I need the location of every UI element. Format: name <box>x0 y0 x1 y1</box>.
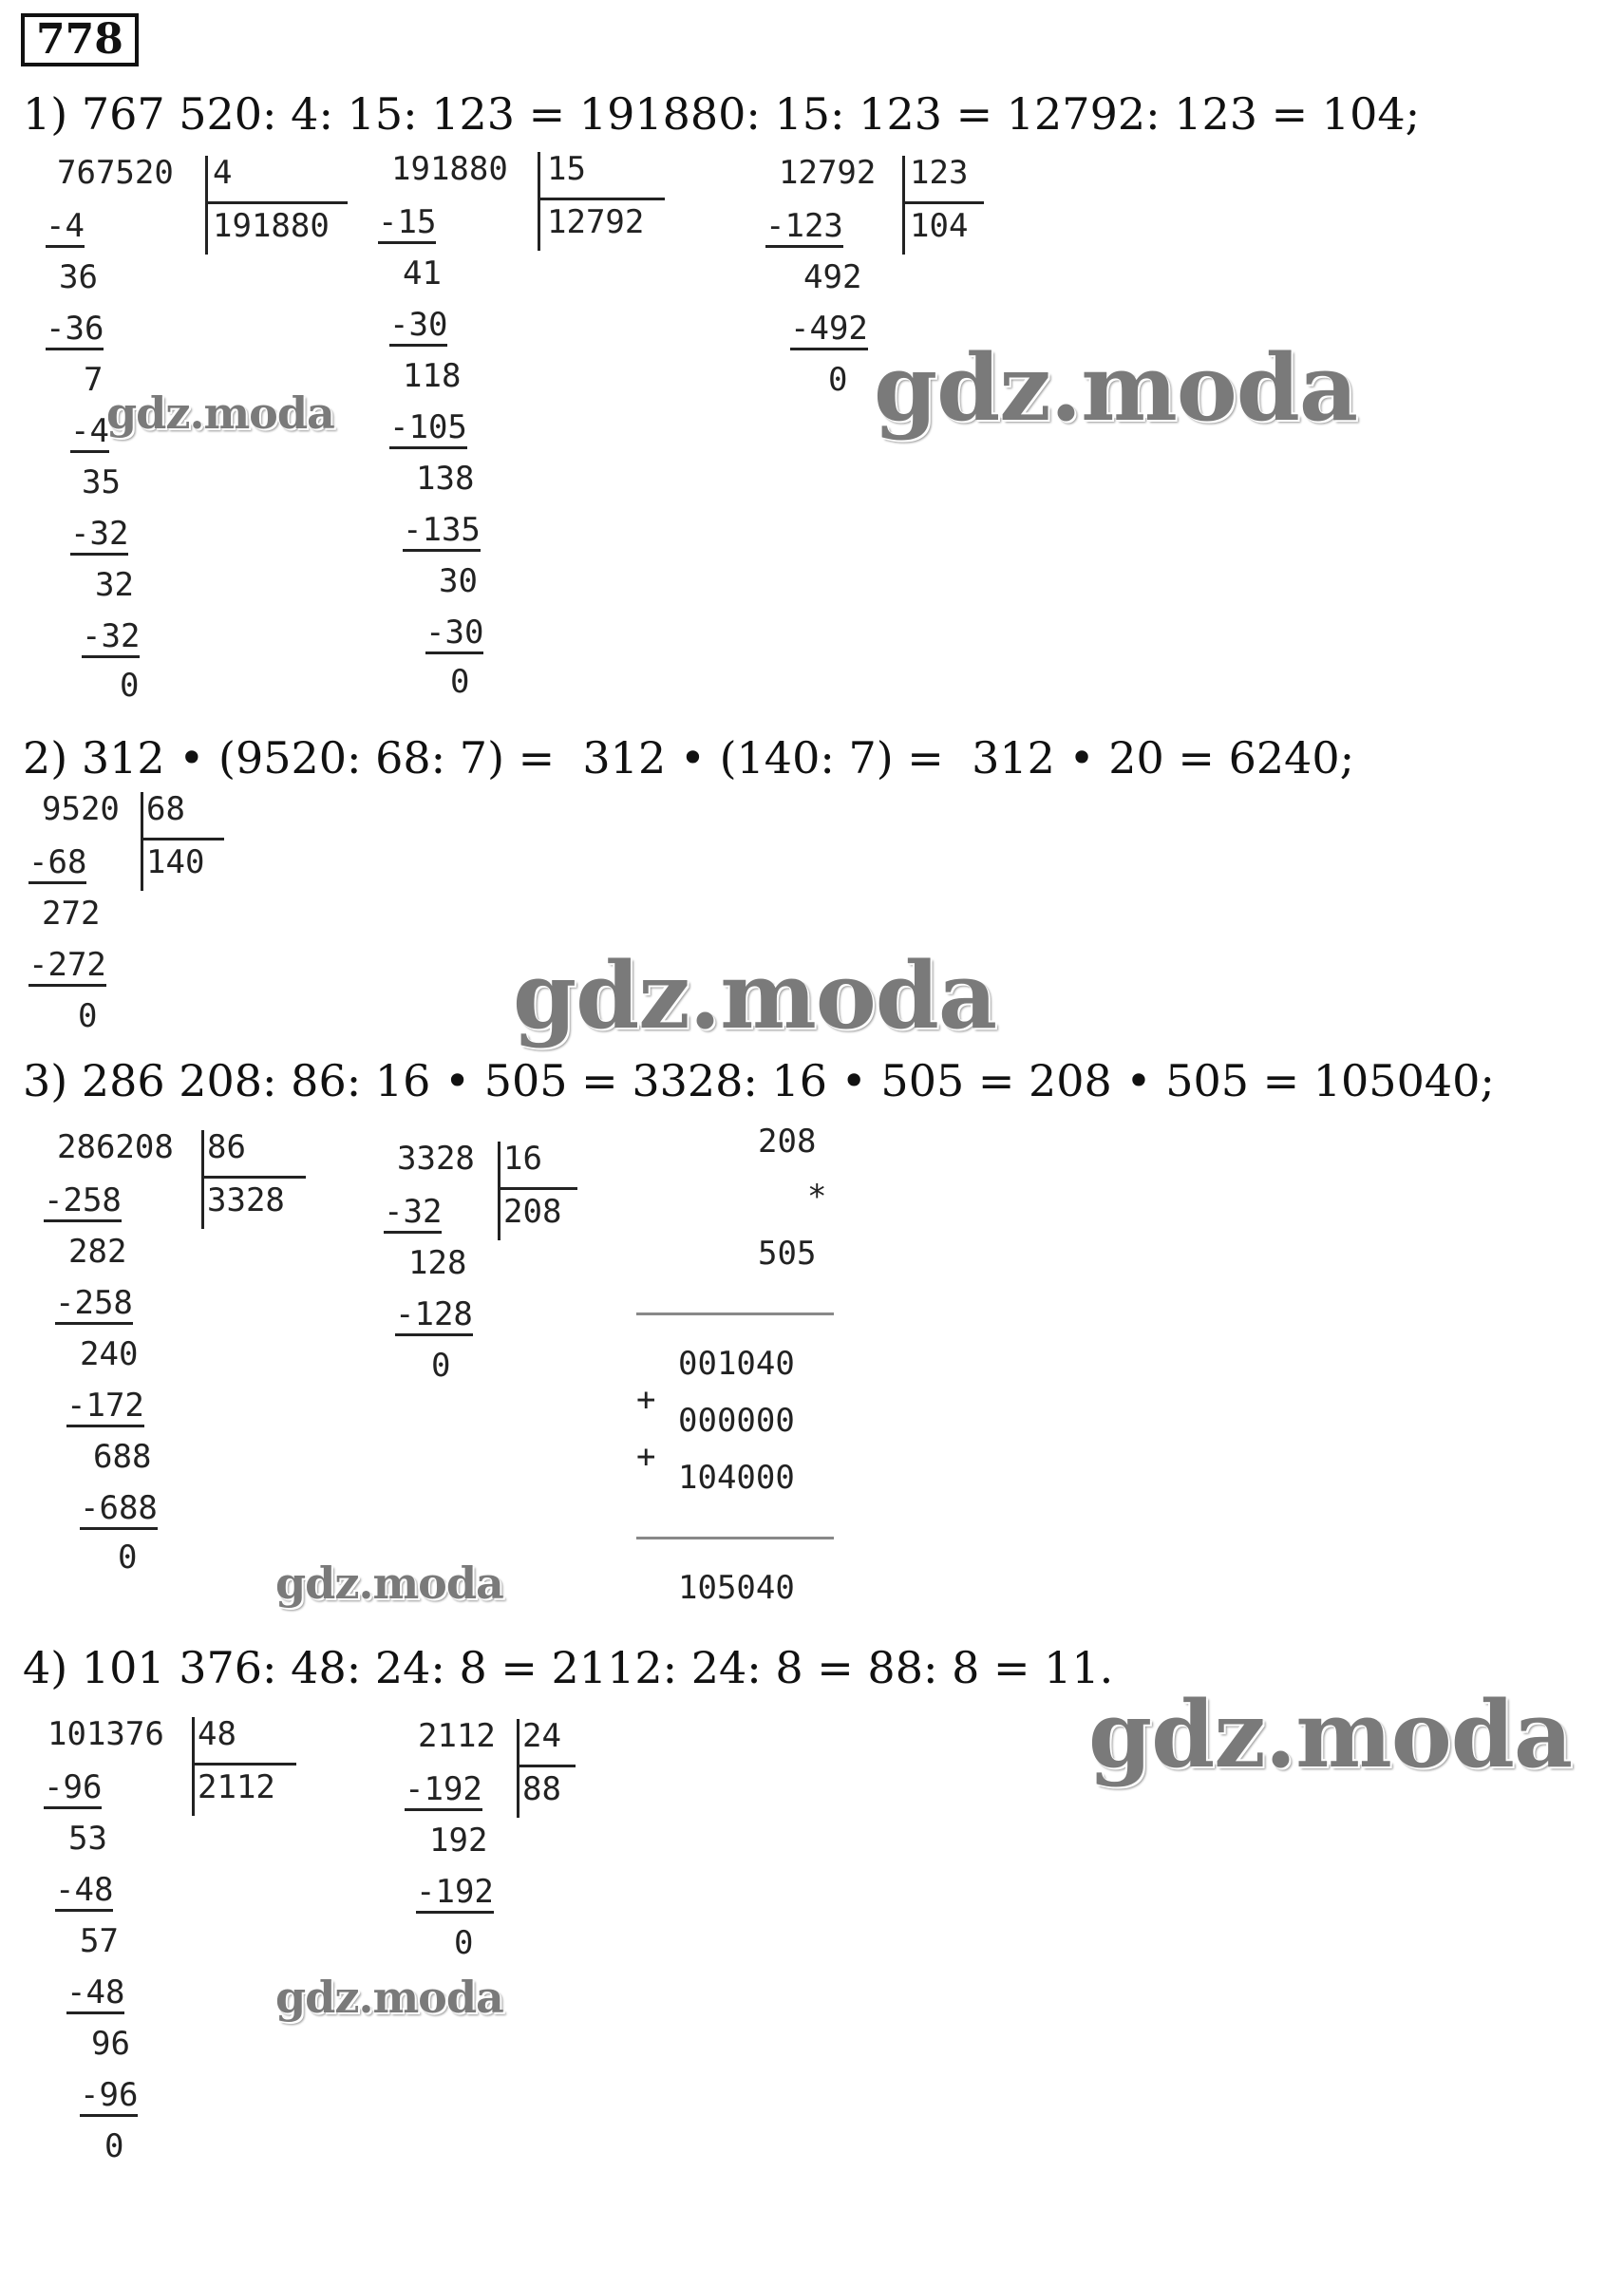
step: -4 <box>70 412 109 453</box>
column-multiplication-208-by-505 <box>634 1119 862 1622</box>
step: -48 <box>66 1973 124 2014</box>
step: -192 <box>405 1770 482 1811</box>
division-vertical-line <box>201 1130 204 1229</box>
quotient: 2112 <box>198 1768 275 1806</box>
step: -32 <box>384 1193 442 1234</box>
long-division-9520-by-68 <box>28 790 256 1037</box>
step: -96 <box>44 1768 102 1809</box>
step: -688 <box>80 1489 158 1530</box>
quotient: 191880 <box>213 207 330 245</box>
step: -258 <box>44 1181 122 1222</box>
product: 105040 <box>678 1569 795 1607</box>
dividend: 2112 <box>418 1717 496 1755</box>
division-horizontal-line <box>902 201 984 204</box>
division-horizontal-line <box>498 1187 577 1190</box>
step: -48 <box>55 1871 113 1912</box>
step: -15 <box>378 203 436 244</box>
watermark: gdz.moda <box>106 387 334 439</box>
divisor: 48 <box>198 1715 236 1753</box>
division-horizontal-line <box>201 1176 306 1179</box>
quotient: 12792 <box>547 203 645 241</box>
long-division-286208-by-86 <box>44 1128 329 1584</box>
multiplier: 505 <box>758 1235 817 1273</box>
step: 0 <box>104 2127 124 2165</box>
divisor: 86 <box>207 1128 246 1166</box>
partial-product: 001040 <box>678 1345 795 1383</box>
watermark: gdz.moda <box>513 942 997 1049</box>
step: 53 <box>68 1820 107 1858</box>
quotient: 140 <box>146 843 205 881</box>
divisor: 123 <box>910 154 969 192</box>
watermark: gdz.moda <box>1088 1681 1573 1788</box>
step: -96 <box>80 2076 138 2117</box>
step: 282 <box>68 1233 127 1271</box>
step: 192 <box>429 1822 488 1860</box>
step: 118 <box>403 357 462 395</box>
division-vertical-line <box>538 152 540 251</box>
watermark: gdz.moda <box>275 1972 503 2023</box>
step: -68 <box>28 843 86 884</box>
partial-product: 104000 <box>678 1459 795 1497</box>
long-division-191880-by-15 <box>378 150 682 701</box>
step: -172 <box>66 1387 144 1427</box>
long-division-2112-by-24 <box>405 1717 633 1964</box>
step: -32 <box>82 617 140 658</box>
divisor: 4 <box>213 154 233 192</box>
step: -105 <box>389 408 467 449</box>
equation-1: 1) 767 520: 4: 15: 123 = 191880: 15: 123 = 12792: 123 = 104; <box>23 88 1421 140</box>
step: 128 <box>408 1244 467 1282</box>
step: -123 <box>765 207 843 248</box>
watermark: gdz.moda <box>874 334 1358 442</box>
step: 0 <box>118 1539 138 1577</box>
step: 0 <box>450 663 470 701</box>
step: 30 <box>439 562 478 600</box>
division-vertical-line <box>141 792 143 891</box>
multiplicand: 208 <box>758 1123 817 1161</box>
step: 492 <box>803 258 862 296</box>
divisor: 16 <box>503 1140 542 1178</box>
step: 35 <box>82 463 121 501</box>
dividend: 9520 <box>42 790 120 828</box>
division-vertical-line <box>902 156 905 255</box>
watermark: gdz.moda <box>275 1558 503 1609</box>
dividend: 101376 <box>47 1715 164 1753</box>
step: 7 <box>84 361 104 399</box>
plus-sign: + <box>636 1438 656 1476</box>
dividend: 191880 <box>391 150 508 188</box>
step: -32 <box>70 515 128 556</box>
step: -128 <box>395 1295 473 1336</box>
step: 57 <box>80 1922 119 1960</box>
step: 240 <box>80 1335 139 1373</box>
dividend: 286208 <box>57 1128 174 1166</box>
divisor: 15 <box>547 150 586 188</box>
division-horizontal-line <box>538 198 665 200</box>
step: 0 <box>78 997 98 1035</box>
quotient: 104 <box>910 207 969 245</box>
step: 138 <box>416 460 475 498</box>
step: -135 <box>403 511 481 552</box>
step: -192 <box>416 1873 494 1914</box>
step: 0 <box>454 1924 474 1962</box>
quotient: 3328 <box>207 1181 285 1219</box>
quotient: 88 <box>522 1770 561 1808</box>
step: -258 <box>55 1284 133 1325</box>
step: 272 <box>42 895 101 933</box>
task-number-box: 778 <box>21 13 139 66</box>
equation-4: 4) 101 376: 48: 24: 8 = 2112: 24: 8 = 88: 8 = 11. <box>23 1642 1114 1693</box>
multiply-sign: * <box>807 1178 827 1216</box>
step: -36 <box>46 310 104 350</box>
dividend: 3328 <box>397 1140 475 1178</box>
partial-product: 000000 <box>678 1402 795 1440</box>
step: 688 <box>93 1438 152 1476</box>
step: -30 <box>389 306 447 347</box>
quotient: 208 <box>503 1193 562 1231</box>
step: 36 <box>59 258 98 296</box>
plus-sign: + <box>636 1381 656 1419</box>
division-vertical-line <box>498 1142 500 1240</box>
dividend: 767520 <box>57 154 174 192</box>
division-vertical-line <box>192 1717 195 1816</box>
step: -492 <box>790 310 868 350</box>
dividend: 12792 <box>779 154 877 192</box>
long-division-101376-by-48 <box>44 1715 319 2171</box>
division-horizontal-line <box>192 1763 296 1766</box>
multiplication-line <box>636 1312 834 1315</box>
step: 0 <box>431 1347 451 1385</box>
long-division-3328-by-16 <box>384 1140 612 1387</box>
division-horizontal-line <box>205 201 348 204</box>
equation-3: 3) 286 208: 86: 16 • 505 = 3328: 16 • 505 = 208 • 505 = 105040; <box>23 1055 1495 1106</box>
divisor: 68 <box>146 790 185 828</box>
equation-2: 2) 312 • (9520: 68: 7) = 312 • (140: 7) = 312 • 20 = 6240; <box>23 732 1355 784</box>
step: 0 <box>120 667 140 705</box>
step: -4 <box>46 207 85 248</box>
step: 32 <box>95 566 134 604</box>
step: -272 <box>28 946 106 987</box>
step: 96 <box>91 2025 130 2063</box>
division-vertical-line <box>205 156 208 255</box>
divisor: 24 <box>522 1717 561 1755</box>
step: -30 <box>425 614 483 654</box>
sum-line <box>636 1537 834 1539</box>
division-vertical-line <box>517 1719 519 1818</box>
division-horizontal-line <box>141 838 224 840</box>
step: 0 <box>828 361 848 399</box>
division-horizontal-line <box>517 1765 576 1767</box>
step: 41 <box>403 255 442 293</box>
